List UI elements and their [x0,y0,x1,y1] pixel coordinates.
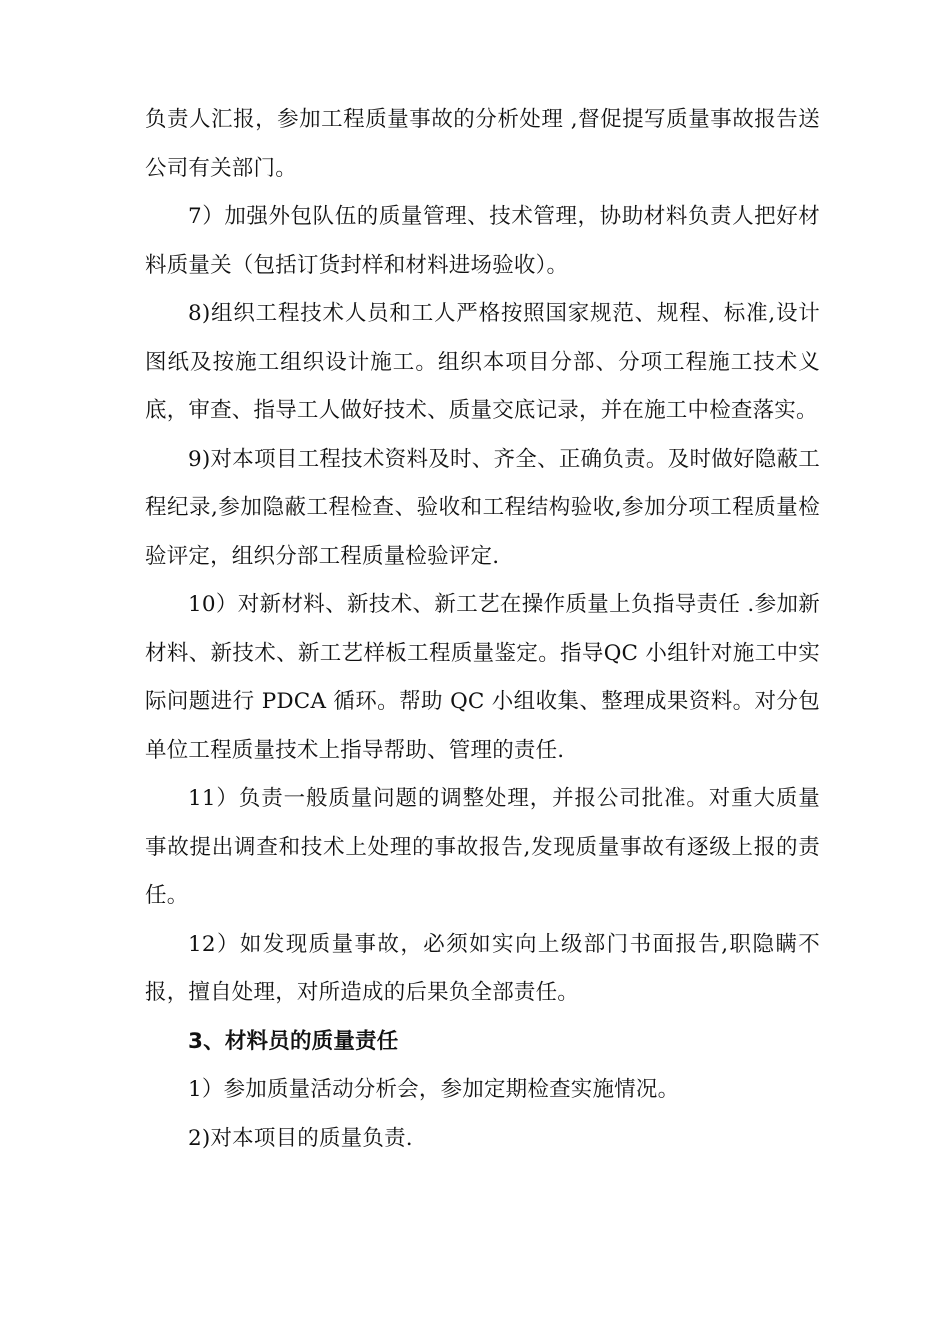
paragraph-item-12: 12）如发现质量事故，必须如实向上级部门书面报告,职隐瞒不报，擅自处理，对所造成的后果负全部责任。 [145,931,820,1005]
section-heading: 3、材料员的质量责任 [188,1028,399,1054]
paragraph-item-7: 7）加强外包队伍的质量管理、技术管理，协助材料负责人把好材料质量关（包括订货封样和材料进场验收）。 [145,204,820,278]
paragraph-item-10: 10）对新材料、新技术、新工艺在操作质量上负指导责任 .参加新材料、新技术、新工艺样板工程质量鉴定。指导QC 小组针对施工中实际问题进行 PDCA 循环。帮助 QC 小组收集、整理成果资料。对分包单位工程质量技术上指导帮助、管理的责任. [145,592,820,763]
document-body [145,96,820,1163]
paragraph-material-item-2: 2)对本项目的质量负责. [188,1125,413,1151]
paragraph-item-9: 9)对本项目工程技术资料及时、齐全、正确负责。及时做好隐蔽工程纪录,参加隐蔽工程检查、验收和工程结构验收,参加分项工程质量检验评定，组织分部工程质量检验评定. [145,446,820,569]
paragraph-continuation: 负责人汇报，参加工程质量事故的分析处理 ,督促提写质量事故报告送公司有关部门。 [145,107,820,181]
paragraph-item-11: 11）负责一般质量问题的调整处理，并报公司批准。对重大质量事故提出调查和技术上处理的事故报告,发现质量事故有逐级上报的责任。 [145,786,820,908]
paragraph-item-8: 8)组织工程技术人员和工人严格按照国家规范、规程、标准,设计图纸及按施工组织设计施工。组织本项目分部、分项工程施工技术义底，审查、指导工人做好技术、质量交底记录，并在施工中检查落实。 [145,301,820,423]
paragraph-material-item-1: 1）参加质量活动分析会，参加定期检查实施情况。 [188,1077,680,1102]
